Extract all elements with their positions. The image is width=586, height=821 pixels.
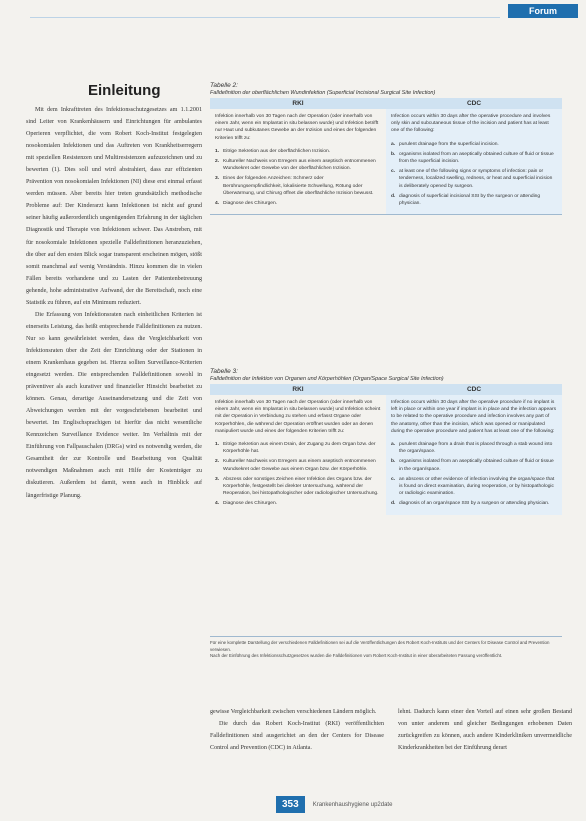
left-paragraph-2: Die Erfassung von Infektionsraten nach einheitlichen Kriterien ist einerseits Leistung, das heißt entsprechende Falldefinitionen zu nutzen. Nur so kann gewährleistet werden, dass die Vergleichbarkeit von Infektionsraten über die Zeit der Einrichtung oder der Stationen in einem Krankenhaus gegeben ist. Hierzu sollten Surveillance-Kriterien eingesetzt werden. Die entsprechenden Falldefinitionen sowohl in präventiver als auch kurativer und finanzieller Hinsicht bearbeitet zu können. Genau, derartige Auseinandersetzung und die Zeit von Abweichungen werden mit der vorgeschriebenen bearbeitet und bewertet. Im Englischsprachigen ist hierfür das nicht wesentliche Kennzeichen Surveillance Evidence weiter. Im Verhältnis mit der Einführung von Fallpauschalen (DRGs) wird es notwendig werden, die Gesamtheit der zur Kontrolle und Bearbeitung von Qualität notwendigen Maßnahmen auch mit Hilfe der Kostenträger zu diskutieren. Außerdem ist damit, wenn auch in Hinblick auf längerfristige Planung. bbox=[26, 311, 202, 499]
list-item: c. at least one of the following signs or symptoms of infection: pain or tenderness, localized swelling, redness, or heat and superficial incision is deliberately opened by surgeon. bbox=[391, 169, 553, 189]
col-header-cdc: CDC bbox=[466, 386, 482, 393]
footnote: Für eine komplette Darstellung der verschiedenen Falldefinitionen sei auf die Veröffentlichungen des Robert Koch-Instituts und der Centers for Disease Control and Prevention verwiesen. bbox=[210, 640, 550, 652]
page-footer bbox=[276, 796, 392, 813]
body-paragraph: lehnt. Dadurch kann einer den Vorteil auf einen sehr großen Bestand von unter anderem und gleicher Bedingungen erhobenen Daten zurückgreifen zu können, auch andere Kinderkliniken unvermeidliche Kinderkrankheiten bei der Einführung derart bbox=[398, 709, 572, 752]
list-item: 4. Diagnose des Chirurgen. bbox=[215, 201, 278, 207]
list-item: a. purulent drainage from the superficial incision. bbox=[391, 141, 499, 147]
list-item: 3. Eines der folgenden Anzeichen: Schmerz oder Berührungsempfindlichkeit, lokalisierte Schwellung, Rötung oder Überwärmung, und Chirurg öffnet die oberflächliche Inzision bewusst. bbox=[215, 176, 374, 196]
rki-intro: Infektion innerhalb von 30 Tagen nach der Operation (oder innerhalb von einem Jahr, wenn ein Implantat in situ belassen wurde) und Infektion betrifft nur Haut und subkutanes Gewebe an der Inzision und eines der folgenden Kriterien trifft zu: bbox=[215, 114, 379, 141]
cdc-criteria-list bbox=[391, 141, 557, 208]
list-item: 1. Eitrige Sekretion aus der oberflächlichen Inzision. bbox=[215, 148, 331, 154]
body-paragraph: Die durch das Robert Koch-Institut (RKI) veröffentlichten Falldefinitionen sind ausgerichtet an den der Centers for Disease Control and Prevention (CDC) in Atlanta. bbox=[210, 721, 384, 752]
rki-criteria-list bbox=[215, 148, 381, 207]
list-item: b. organisms isolated from an aseptically obtained culture of fluid or tissue in the organ/space. bbox=[391, 459, 554, 472]
left-column bbox=[26, 104, 202, 502]
cdc-intro: Infection occurs within 30 days after the operative procedure if no implant is left in place or within one year if implant is in place and the infection appears to be related to the operative procedure and infection involves any part of the anatomy, other than the incision, which was opened or manipulated during the operative procedure and patient has at least one of the following: bbox=[391, 400, 557, 434]
list-item: d. diagnosis of superficial incisional SSI by the surgeon or attending physician. bbox=[391, 193, 541, 207]
list-item: 2. Kultureller Nachweis von Erregern aus einem aseptisch entnommenen Wundsekret oder Gewebe von der oberflächlichen Inzision. bbox=[215, 159, 376, 172]
top-rule bbox=[30, 17, 500, 18]
rki-column bbox=[210, 395, 386, 515]
table-superficial-ssi bbox=[210, 82, 562, 215]
col-header-rki: RKI bbox=[292, 386, 304, 393]
bottom-column-2 bbox=[398, 706, 572, 754]
table-label: Tabelle 3: bbox=[210, 368, 238, 375]
rki-criteria-list bbox=[215, 441, 381, 508]
table-caption: Falldefinition der oberflächlichen Wundinfektion (Superficial Incisional Surgical Site Infection) bbox=[210, 90, 436, 96]
list-item: b. organisms isolated from an aseptically obtained culture of fluid or tissue from the superficial incision. bbox=[391, 151, 554, 165]
table-body bbox=[210, 109, 562, 215]
top-bar bbox=[0, 0, 586, 22]
table-label: Tabelle 2: bbox=[210, 82, 238, 89]
journal-name: Krankenhaushygiene up2date bbox=[312, 801, 393, 808]
table-header bbox=[210, 98, 562, 109]
table-header bbox=[210, 384, 562, 395]
body-paragraph: gewisse Vergleichbarkeit zwischen verschiedenen Ländern möglich. bbox=[210, 709, 377, 715]
rki-column bbox=[210, 109, 386, 214]
col-header-cdc: CDC bbox=[466, 100, 482, 107]
col-header-rki: RKI bbox=[292, 100, 304, 107]
page-title: Einleitung bbox=[88, 82, 161, 99]
table-body bbox=[210, 395, 562, 515]
footnote: Nach der Einführung des Infektionsschutzgesetzes wurden die Falldefinitionen vom Robert Koch-Institut in einer überarbeiteten Fassung veröffentlicht. bbox=[210, 653, 503, 658]
bottom-text-columns bbox=[210, 706, 572, 754]
list-item: 2. Kultureller Nachweis von Erregern aus einem aseptisch entnommenen Wundsekret oder Gewebe aus einem Organ bzw. der Körperhöhle. bbox=[215, 459, 376, 472]
table-footnotes bbox=[210, 636, 562, 660]
section-badge: Forum bbox=[508, 4, 578, 18]
list-item: c. an abscess or other evidence of infection involving the organ/space that is found on direct examination, during reoperation, or by histopathologic or radiologic examination. bbox=[391, 476, 555, 497]
list-item: 4. Diagnose des Chirurgen. bbox=[215, 501, 278, 507]
list-item: a. purulent drainage from a drain that is placed through a stab wound into the organ/space. bbox=[391, 442, 553, 455]
cdc-intro: Infection occurs within 30 days after the operative procedure and involves only skin and subcutaneous tissue of the incision and patient has at least one of the following: bbox=[391, 114, 551, 134]
table-caption: Falldefinition der Infektion von Organen und Körperhöhlen (Organ/Space Surgical Site Infection) bbox=[210, 376, 444, 382]
rki-intro: Infektion innerhalb von 30 Tagen nach der Operation (oder innerhalb von einem Jahr, wenn ein Implantat in situ belassen wurde) und Infektion scheint mit der Operation in Verbindung zu stehen und erfasst Organe oder Körperhöhlen, die während der Operation eröffnet wurden oder an denen manipuliert wurde und eines der folgenden Kriterien trifft zu: bbox=[215, 400, 381, 434]
page-number: 353 bbox=[276, 796, 305, 813]
list-item: 3. Abszess oder sonstiges Zeichen einer Infektion des Organs bzw. der Körperhöhle, festgestellt bei direkter Untersuchung, während der Reoperation, bei histopathologischer oder radiologischer Untersuchung. bbox=[215, 476, 379, 497]
left-paragraph-1: Mit dem Inkrafttreten des Infektionsschutzgesetzes am 1.1.2001 sind Leiter von Krankenhäusern und Einrichtungen für ambulantes Operieren verpflichtet, die vom Robert Koch-Institut festgelegten nosokomialen Infektionen und das Auftreten von Krankheitserregern mit speziellen Resistenzen und Multiresistenzen aufzuzeichnen und zu bewerten (1). Dies soll und wird abstrahiert, dass zur effizienten Prävention von nosokomialen Infektionen (NI) diese erst einmal erfasst werden müssen. Aber bereits hier treten grundsätzlich methodische Probleme auf: Der Kinderarzt kann Infektionen ist nicht auf grund seiner häufig außerordentlich ungenügenden Erfahrung in der täglichen Diagnostik und Therapie von Infektionen schwer. Das Anstreben, mit für nosokomiale Infektionen spezielle Falldefinitionen heranzuziehen, die über auf den ersten Blick sogar transparent erscheinen mögen, stößt somit manchmal auf wenig Verständnis. Hinzu kommen die in vielen Fällen bereits vorhandene und zu Lasten der Patientenbetreuung gehende, hohe administrative Aufwand, der die Bereitschaft, noch eine Statistik zu führen, auf ein Minimum reduziert. bbox=[26, 107, 202, 306]
list-item: d. diagnosis of an organ/space SSI by a surgeon or attending physician. bbox=[391, 501, 550, 507]
bottom-column-1 bbox=[210, 706, 384, 754]
cdc-column bbox=[386, 109, 562, 214]
table-organ-space-ssi bbox=[210, 368, 562, 515]
list-item: 1. Eitrige Sekretion aus einem Drain, der Zugang zu dem Organ bzw. der Körperhöhle hat. bbox=[215, 442, 376, 455]
cdc-column bbox=[386, 395, 562, 515]
cdc-criteria-list bbox=[391, 441, 557, 508]
